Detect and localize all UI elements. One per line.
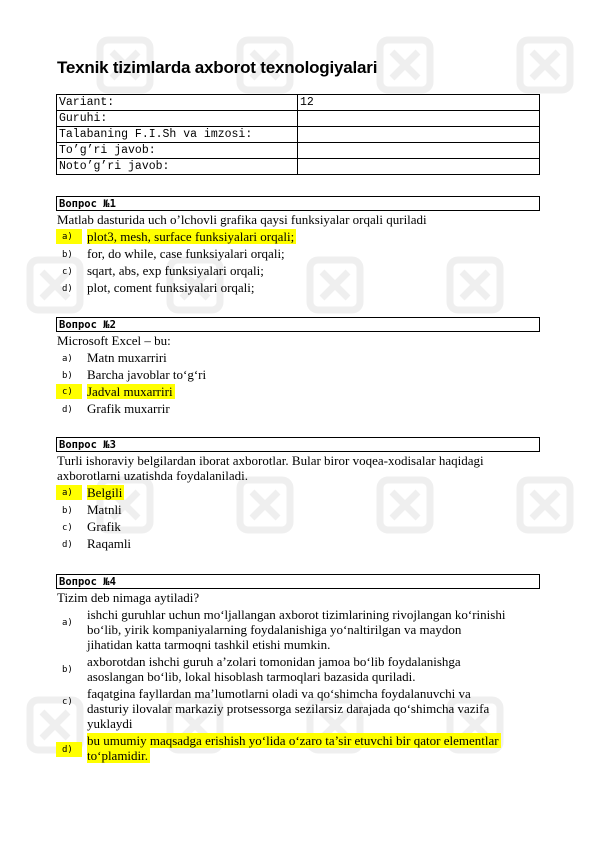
info-label: Noto’g’ri javob: xyxy=(57,159,298,175)
option-letter: d) xyxy=(62,284,73,294)
info-row-variant xyxy=(57,95,540,111)
info-row-group xyxy=(57,111,540,127)
option-text: Belgili xyxy=(87,485,123,500)
option-letter: a) xyxy=(62,618,73,628)
answer-option[interactable] xyxy=(56,401,540,416)
option-text-line: faqatgina fayllardan ma’lumotlarni oladi va qo‘shimcha foydalanuvchi va xyxy=(87,686,471,701)
question-text-line: Turli ishoraviy belgilardan iborat axborotlar. Bular biror voqea-xodisalar haqidagi xyxy=(57,453,484,468)
question-header: Вопрос №1 xyxy=(56,196,540,211)
answer-option[interactable] xyxy=(56,350,540,365)
question-4 xyxy=(56,574,540,763)
info-row-incorrect xyxy=(57,159,540,175)
option-text-line: to‘plamidir. xyxy=(87,748,149,763)
option-text-line: dasturiy ilovalar markaziy protsessorga sezilarsiz darajada qo‘shimcha vazifa xyxy=(87,701,490,716)
option-letter: c) xyxy=(62,697,73,707)
question-text xyxy=(57,453,540,483)
option-text-line: bo‘lib, yirik kompaniyalarning foydalanishiga yo‘naltirilgan va maydon xyxy=(87,622,462,637)
option-text: Matnli xyxy=(87,502,122,517)
question-header: Вопрос №2 xyxy=(56,317,540,332)
info-label: To’g’ri javob: xyxy=(57,143,298,159)
answer-option[interactable] xyxy=(56,246,540,261)
option-text-line: ishchi guruhlar uchun mo‘ljallangan axborot tizimlarining rivojlangan ko‘rinishi xyxy=(87,607,506,622)
option-text: Grafik muxarrir xyxy=(87,401,170,416)
answer-option[interactable] xyxy=(56,536,540,551)
answer-option[interactable] xyxy=(56,654,540,684)
option-letter: d) xyxy=(62,540,73,550)
option-text-line: asoslangan bo‘lib, lokal hisoblash tarmoqlari bazasida quriladi. xyxy=(87,669,416,684)
answer-option[interactable] xyxy=(56,367,540,382)
answer-option[interactable] xyxy=(56,280,540,295)
answer-option[interactable] xyxy=(56,502,540,517)
question-text: Matlab dasturida uch o’lchovli grafika qaysi funksiyalar orqali quriladi xyxy=(57,212,427,227)
option-text: Matn muxarriri xyxy=(87,350,167,365)
option-text: plot3, mesh, surface funksiyalari orqali; xyxy=(87,229,295,244)
option-text: Grafik xyxy=(87,519,121,534)
info-label: Variant: xyxy=(57,95,298,111)
info-label: Talabaning F.I.Sh va imzosi: xyxy=(57,127,298,143)
option-letter: b) xyxy=(62,371,73,381)
option-text: for, do while, case funksiyalari orqali; xyxy=(87,246,285,261)
info-row-correct xyxy=(57,143,540,159)
option-text: Jadval muxarriri xyxy=(87,384,173,399)
option-text: Barcha javoblar to‘g‘ri xyxy=(87,367,207,382)
option-text: Raqamli xyxy=(87,536,132,551)
question-text: Tizim deb nimaga aytiladi? xyxy=(57,590,200,605)
answer-option[interactable] xyxy=(56,263,540,278)
option-text-line: axborotdan ishchi guruh a’zolari tomonidan jamoa bo‘lib foydalanishga xyxy=(87,654,461,669)
option-letter: a) xyxy=(56,229,82,244)
option-text-line: yuklaydi xyxy=(87,716,133,731)
answer-option[interactable] xyxy=(56,384,540,399)
question-3 xyxy=(56,437,540,551)
option-letter: c) xyxy=(62,523,73,533)
option-letter: c) xyxy=(62,267,73,277)
answer-option[interactable] xyxy=(56,733,540,763)
option-text-line: jihatidan katta tarmoqni tashkil etishi mumkin. xyxy=(87,637,331,652)
question-header: Вопрос №3 xyxy=(56,437,540,452)
info-value xyxy=(298,111,540,127)
document-title: Texnik tizimlarda axborot texnologiyalari xyxy=(57,58,378,77)
info-label: Guruhi: xyxy=(57,111,298,127)
question-1 xyxy=(56,196,540,295)
answer-option[interactable] xyxy=(56,229,540,244)
answer-option[interactable] xyxy=(56,519,540,534)
option-letter: a) xyxy=(56,485,82,500)
question-text: Microsoft Excel – bu: xyxy=(57,333,171,348)
option-letter: b) xyxy=(62,506,73,516)
option-letter: a) xyxy=(62,354,73,364)
option-letter: c) xyxy=(56,384,82,399)
question-header: Вопрос №4 xyxy=(56,574,540,589)
option-text: sqart, abs, exp funksiyalari orqali; xyxy=(87,263,264,278)
info-value: 12 xyxy=(298,95,540,111)
answer-option[interactable] xyxy=(56,607,540,652)
option-letter: b) xyxy=(62,250,73,260)
question-text-line: axborotlarni uzatishda foydalaniladi. xyxy=(57,468,248,483)
answer-option[interactable] xyxy=(56,686,540,731)
info-value xyxy=(298,143,540,159)
option-text-line: bu umumiy maqsadga erishish yo‘lida o‘zaro ta’sir etuvchi bir qator elementlar xyxy=(87,733,499,748)
option-letter: d) xyxy=(62,405,73,415)
question-2 xyxy=(56,317,540,416)
student-info-table xyxy=(56,94,540,175)
answer-option[interactable] xyxy=(56,485,540,500)
info-value xyxy=(298,159,540,175)
option-text: plot, coment funksiyalari orqali; xyxy=(87,280,255,295)
option-letter: b) xyxy=(62,665,73,675)
info-value xyxy=(298,127,540,143)
option-letter: d) xyxy=(56,742,82,757)
info-row-student xyxy=(57,127,540,143)
